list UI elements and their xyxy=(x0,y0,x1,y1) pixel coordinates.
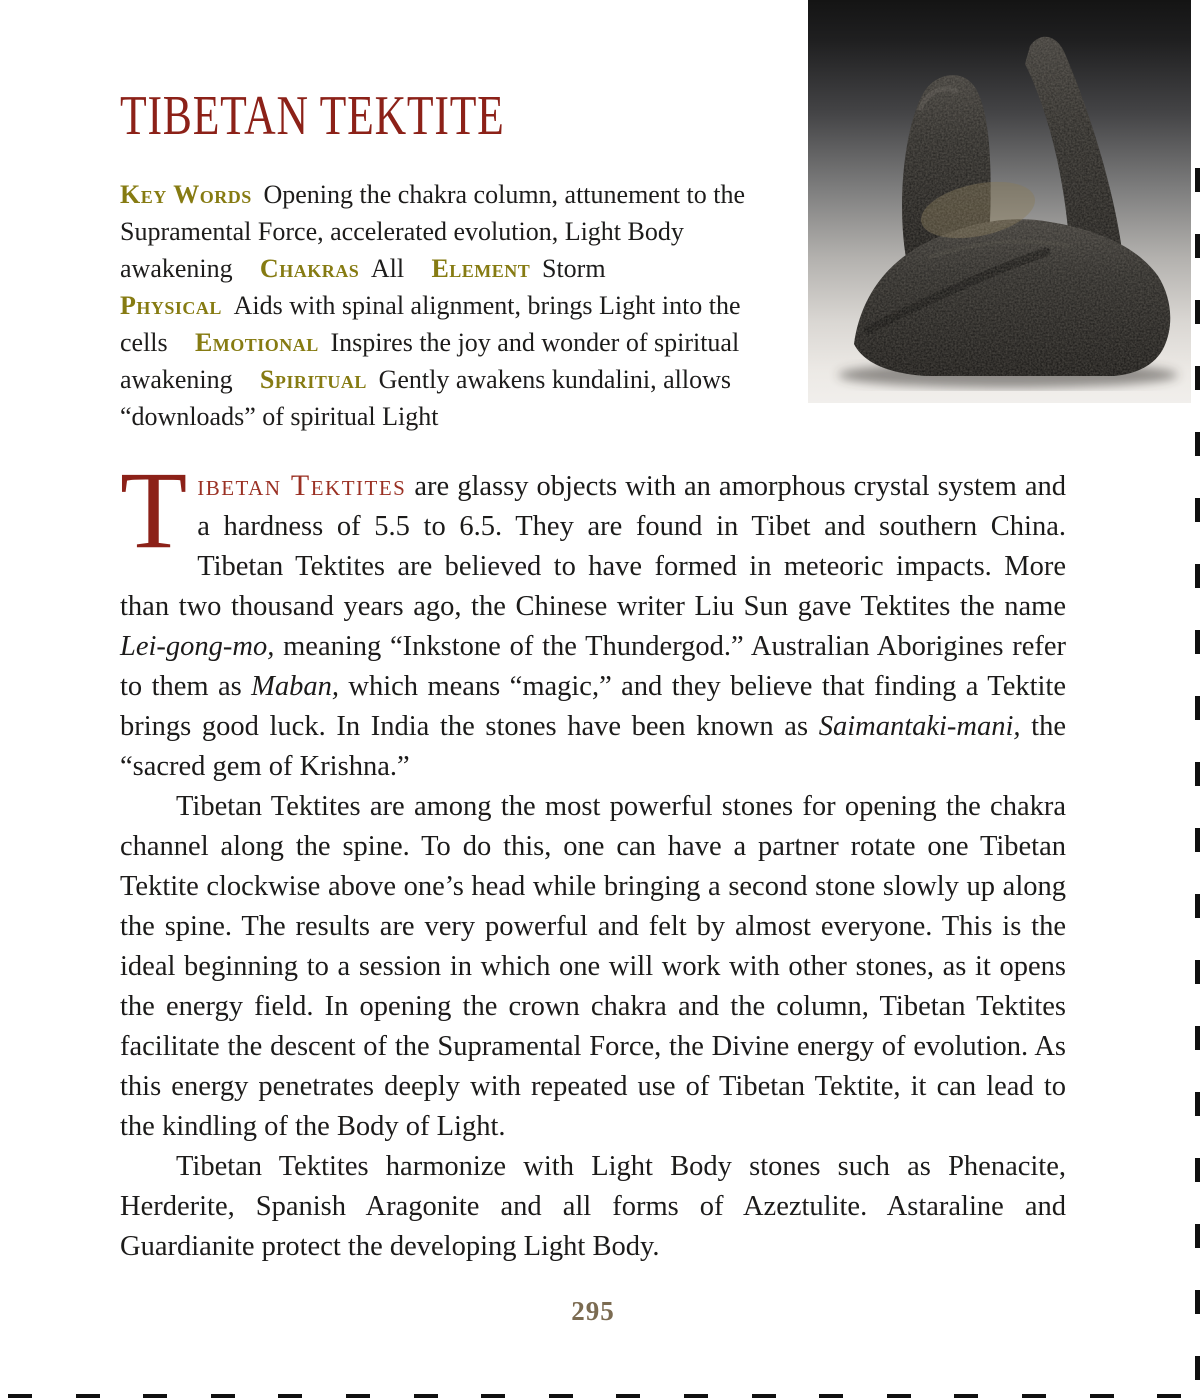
paragraph-1-text: are glassy objects with an amorphous crystal system and a hardness of 5.5 to 6.5. They are found in Tibet and southern China. Tibetan Tektites are believed to have formed in meteoric impacts. More than two thousand years ago, the Chinese writer Liu Sun gave Tektites the name xyxy=(120,471,1066,622)
page-edge-tick xyxy=(1195,960,1200,984)
page-edge-tick xyxy=(211,1394,235,1398)
paragraph-1-text: the “sacred gem of Krishna.” xyxy=(120,711,1066,782)
page-edge-tick xyxy=(1195,828,1200,852)
page-edge-tick xyxy=(549,1394,573,1398)
physical-label: Physical xyxy=(120,291,222,320)
page-edge-tick xyxy=(1195,366,1200,390)
paragraph-1 xyxy=(120,449,1066,787)
element-label: Element xyxy=(431,254,531,283)
chakras-text: All xyxy=(370,254,405,283)
page-edge-tick xyxy=(8,1394,32,1398)
page-edge-tick xyxy=(1195,564,1200,588)
page-edge-tick xyxy=(1195,1224,1200,1248)
page-edge-tick xyxy=(1195,234,1200,258)
page-edge-tick xyxy=(1195,498,1200,522)
page-edge-tick xyxy=(1022,1394,1046,1398)
page-edge-tick xyxy=(76,1394,100,1398)
page-edge-tick xyxy=(1195,894,1200,918)
emotional-label: Emotional xyxy=(194,328,319,357)
page-edge-tick xyxy=(1195,432,1200,456)
italic-lei-gong-mo: Lei-gong-mo, xyxy=(120,631,275,662)
properties-block xyxy=(120,176,772,435)
page-edge-tick xyxy=(752,1394,776,1398)
page-edge-tick xyxy=(1195,168,1200,192)
page-edge-tick xyxy=(1090,1394,1114,1398)
spiritual-label: Spiritual xyxy=(259,365,367,394)
page-edge-tick xyxy=(143,1394,167,1398)
paragraph-2: Tibetan Tektites are among the most powerful stones for opening the chakra channel along the spine. To do this, one can have a partner rotate one Tibetan Tektite clockwise above one’s head while bringing a second stone slowly up along the spine. The results are very powerful and felt by almost everyone. This is the ideal beginning to a session in which one will work with other stones, as it opens the energy field. In opening the crown chakra and the column, Tibetan Tektites facilitate the descent of the Supramental Force, the Divine energy of evolution. As this energy penetrates deeply with repeated use of Tibetan Tektite, it can lead to the kindling of the Body of Light. xyxy=(120,791,1066,1142)
page-edge-tick xyxy=(1195,696,1200,720)
chakras-label: Chakras xyxy=(259,254,360,283)
page-edge-tick xyxy=(1195,1092,1200,1116)
spiritual-text: Gently awakens kundalini, allows “downloads” of spiritual Light xyxy=(120,365,731,431)
page-edge-tick xyxy=(684,1394,708,1398)
paragraph-3: Tibetan Tektites harmonize with Light Body stones such as Phenacite, Herderite, Spanish Aragonite and all forms of Azeztulite. Astaraline and Guardianite protect the developing Light Body. xyxy=(120,1151,1066,1262)
paragraph-1-text: which means “magic,” and they believe that finding a Tektite brings good luck. In India the stones have been known as xyxy=(120,671,1066,742)
page-edge-tick xyxy=(954,1394,978,1398)
page-edge-tick xyxy=(887,1394,911,1398)
page-edge-tick xyxy=(616,1394,640,1398)
page-edge-tick xyxy=(1157,1394,1181,1398)
page-edge-tick xyxy=(1195,630,1200,654)
lead-small-caps: ibetan Tektites xyxy=(197,469,407,502)
tibetan-tektite-photo xyxy=(808,0,1191,403)
emotional-text: Inspires the joy and wonder of spiritual awakening xyxy=(120,328,740,394)
page-edge-tick xyxy=(414,1394,438,1398)
page-edge-tick xyxy=(481,1394,505,1398)
italic-saimantakimani: Saimantaki-mani, xyxy=(818,711,1021,742)
page-edge-tick xyxy=(1195,300,1200,324)
page-edge-tick xyxy=(1195,1356,1200,1380)
key-words-label: Key Words xyxy=(120,180,252,209)
page-edge-tick xyxy=(1195,1290,1200,1314)
tektite-stone-illustration xyxy=(808,0,1191,403)
element-text: Storm xyxy=(541,254,606,283)
physical-text: Aids with spinal alignment, brings Light into the cells xyxy=(120,291,741,357)
properties-paragraph xyxy=(120,176,772,435)
page-edge-tick xyxy=(1195,1026,1200,1050)
page-title: TIBETAN TEKTITE xyxy=(120,85,505,147)
page-edge-tick xyxy=(1195,762,1200,786)
page-edge-tick xyxy=(346,1394,370,1398)
drop-cap: T xyxy=(120,449,188,571)
page-edge-tick xyxy=(819,1394,843,1398)
page-number: 295 xyxy=(571,1296,615,1326)
body-text xyxy=(120,449,1066,1267)
paragraph-1-text: meaning “Inkstone of the Thundergod.” Australian Aborigines refer to them as xyxy=(120,631,1066,702)
page-edge-tick xyxy=(1195,1158,1200,1182)
italic-maban: Maban, xyxy=(251,671,339,702)
key-words-text: Opening the chakra column, attunement to the Supramental Force, accelerated evolution, Light Body awakening xyxy=(120,180,746,283)
page-edge-tick xyxy=(278,1394,302,1398)
